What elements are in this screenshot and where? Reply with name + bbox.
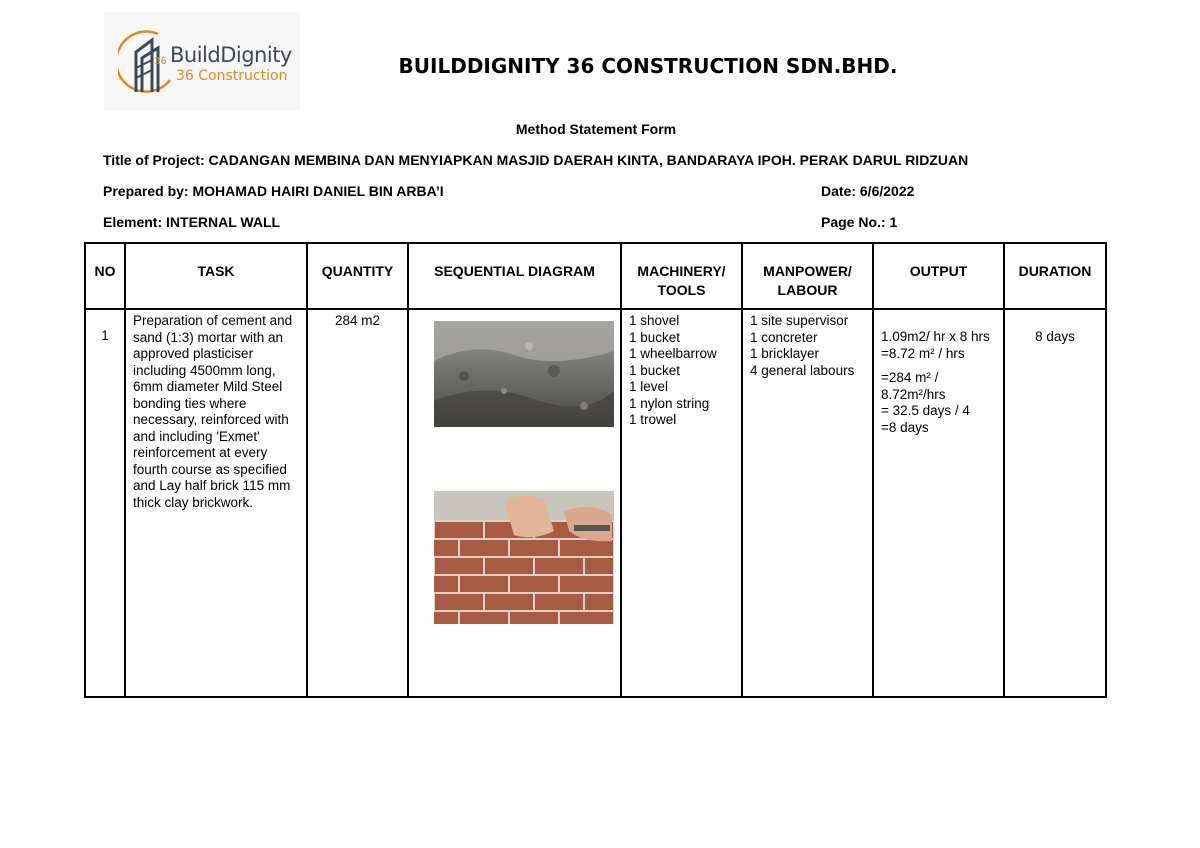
logo-subtitle: 36 Construction <box>176 68 288 84</box>
header-machinery-line1: MACHINERY/ <box>637 263 726 279</box>
table-header-row <box>85 243 1106 309</box>
project-title: Title of Project: CADANGAN MEMBINA DAN MENYIAPKAN MASJID DAERAH KINTA, BANDARAYA IPOH. PERAK DARUL RIDZUAN <box>103 152 969 168</box>
row-no: 1 <box>85 309 125 697</box>
output-line: 1.09m2/ hr x 8 hrs <box>881 329 990 344</box>
output-line: = 32.5 days / 4 <box>881 403 970 418</box>
row-machinery <box>621 309 742 697</box>
machinery-item: 1 level <box>629 379 669 394</box>
header-sequential-diagram: SEQUENTIAL DIAGRAM <box>408 243 621 309</box>
header-quantity: QUANTITY <box>307 243 408 309</box>
method-statement-table <box>84 242 1107 698</box>
bricklaying-image <box>434 491 614 624</box>
row-output <box>873 309 1004 697</box>
machinery-item: 1 trowel <box>629 412 677 427</box>
header-duration: DURATION <box>1004 243 1106 309</box>
form-title: Method Statement Form <box>515 121 677 137</box>
output-line: =8 days <box>881 419 929 435</box>
logo-badge: 36 <box>154 56 167 67</box>
table-row <box>85 309 1106 697</box>
manpower-item: 1 bricklayer <box>750 346 820 361</box>
date-field: Date: 6/6/2022 <box>821 183 915 199</box>
header-manpower <box>742 243 873 309</box>
header-task: TASK <box>125 243 307 309</box>
output-spacer <box>881 362 996 370</box>
header-no: NO <box>85 243 125 309</box>
machinery-item: 1 bucket <box>629 362 681 378</box>
header-machinery-line2: TOOLS <box>657 282 706 298</box>
element-field: Element: INTERNAL WALL <box>103 214 281 230</box>
page-number: Page No.: 1 <box>821 214 898 230</box>
header-manpower-line1: MANPOWER/ <box>763 263 852 279</box>
row-manpower <box>742 309 873 697</box>
row-task: Preparation of cement and sand (1:3) mortar with an approved plasticiser including 4500mm long, 6mm diameter Mild Steel bonding ties where necessary, reinforced with and including 'Exmet' reinforcement at every fourth course as specified and Lay half brick 115 mm thick clay brickwork. <box>125 309 307 697</box>
machinery-item: 1 nylon string <box>629 395 710 411</box>
manpower-item: 1 site supervisor <box>750 313 849 328</box>
machinery-item: 1 wheelbarrow <box>629 346 717 361</box>
row-diagram <box>408 309 621 697</box>
manpower-item: 4 general labours <box>750 362 855 378</box>
output-line: 8.72m²/hrs <box>881 386 946 402</box>
row-quantity: 284 m2 <box>307 309 408 697</box>
machinery-item: 1 shovel <box>629 313 680 328</box>
prepared-by: Prepared by: MOHAMAD HAIRI DANIEL BIN ARBA’I <box>103 183 444 199</box>
header-manpower-line2: LABOUR <box>777 282 838 298</box>
row-duration: 8 days <box>1004 309 1106 697</box>
mortar-pile-image <box>434 321 614 427</box>
header-output: OUTPUT <box>873 243 1004 309</box>
output-line: =284 m² / <box>881 370 939 385</box>
company-name: BUILDDIGNITY 36 CONSTRUCTION SDN.BHD. <box>398 54 898 78</box>
machinery-item: 1 bucket <box>629 329 681 345</box>
manpower-item: 1 concreter <box>750 329 818 345</box>
header-machinery <box>621 243 742 309</box>
output-line: =8.72 m² / hrs <box>881 345 965 361</box>
logo-name: BuildDignity <box>170 43 292 67</box>
